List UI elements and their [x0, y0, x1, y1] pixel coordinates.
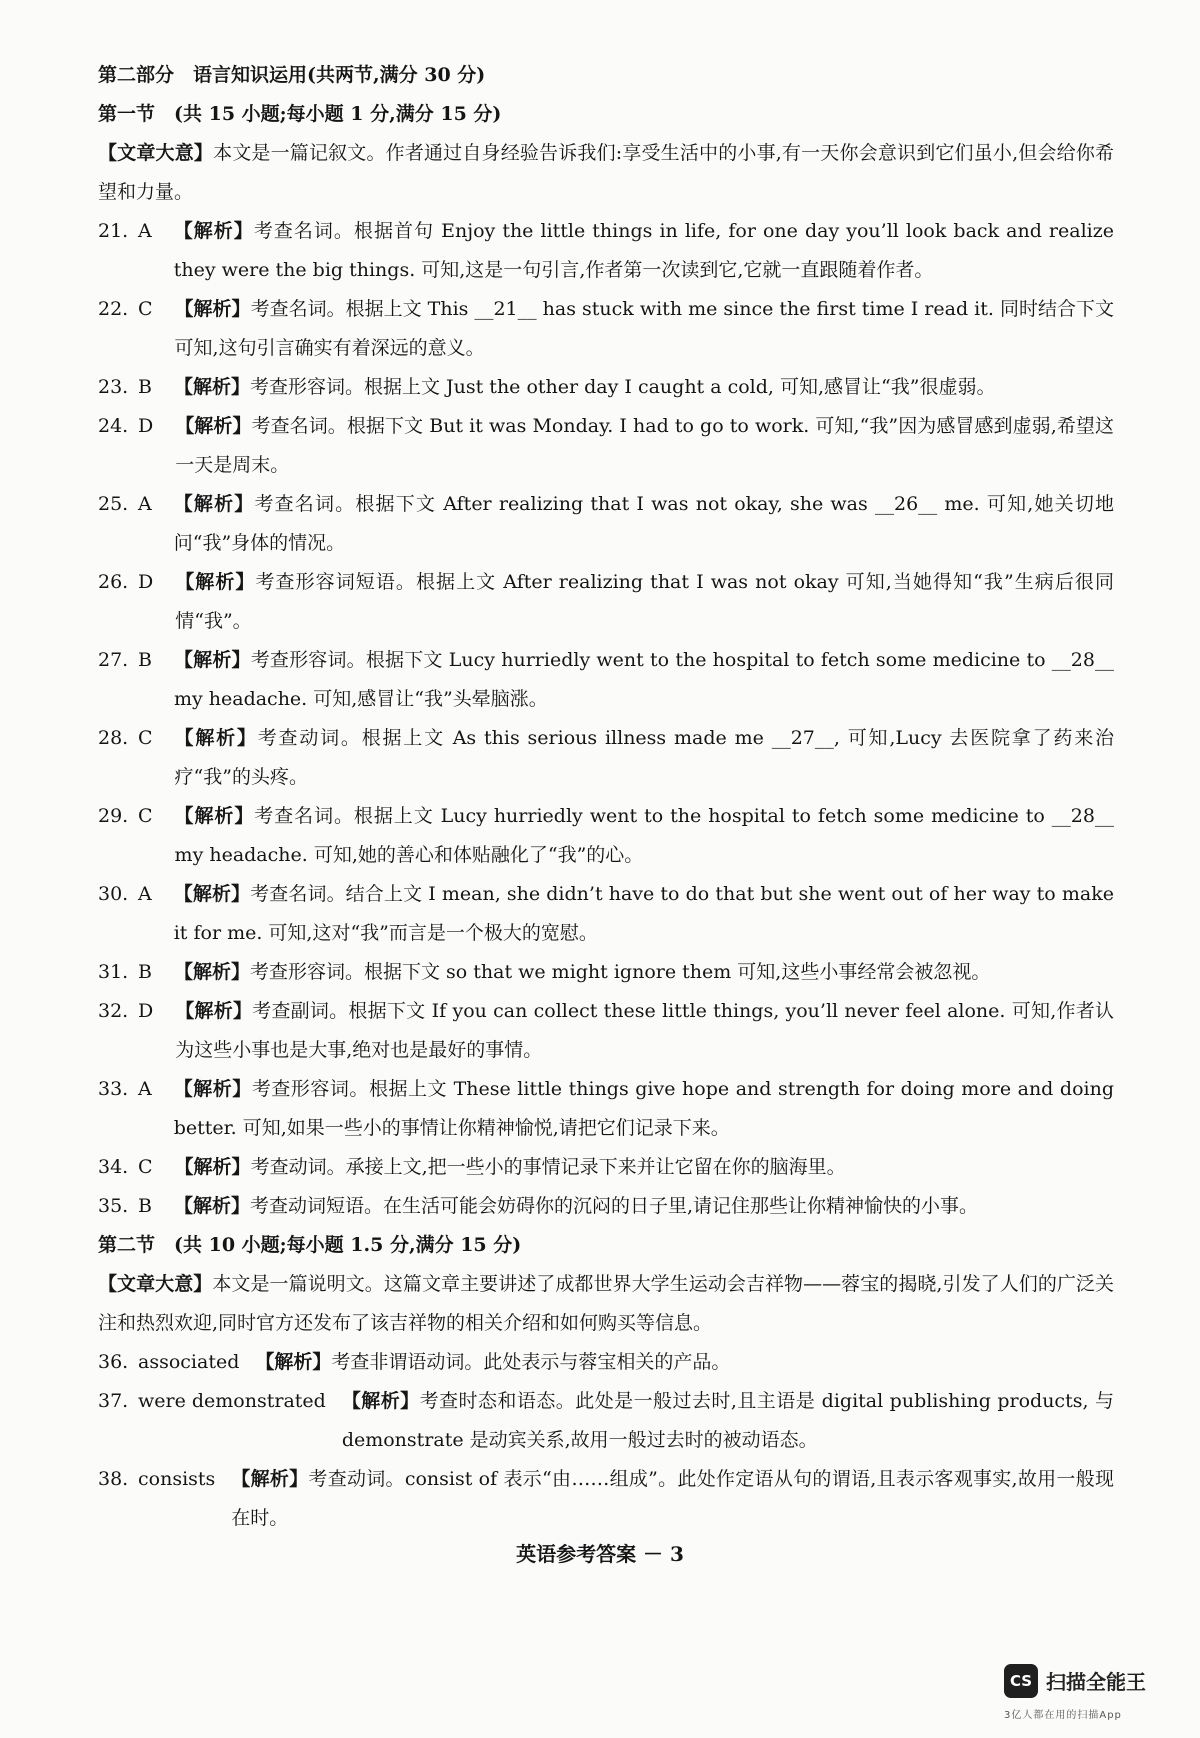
analysis-text: 考查时态和语态。此处是一般过去时,且主语是 digital publishing products, 与 demonstrate 是动宾关系,故用一般过去时的被动语态。 — [341, 1390, 1114, 1451]
item-explanation — [255, 1343, 1114, 1382]
item-number: 21. — [98, 220, 129, 242]
analysis-tag: 【解析】 — [173, 1195, 250, 1217]
analysis-tag: 【解析】 — [174, 1156, 251, 1178]
item-explanation — [174, 1187, 1114, 1226]
answer-item — [98, 1187, 1114, 1226]
item-number: 37. — [98, 1390, 129, 1412]
analysis-text: 考查动词短语。在生活可能会妨碍你的沉闷的日子里,请记住那些让你精神愉快的小事。 — [249, 1195, 979, 1217]
item-explanation — [174, 1070, 1114, 1148]
answer-item — [98, 368, 1114, 407]
item-explanation — [175, 407, 1114, 485]
analysis-text: 考查非谓语动词。此处表示与蓉宝相关的产品。 — [331, 1351, 731, 1373]
item-answer: B — [138, 649, 152, 671]
item-number: 30. — [98, 883, 129, 905]
analysis-tag: 【解析】 — [174, 298, 251, 320]
item-answer: C — [138, 298, 153, 320]
watermark-name: 扫描全能王 — [1046, 1670, 1146, 1694]
analysis-text: 考查形容词。根据下文 Lucy hurriedly went to the hospital to fetch some medicine to __28__ my headache. 可知,感冒让“我”头晕脑涨。 — [173, 649, 1114, 710]
item-answer: A — [138, 1078, 152, 1100]
analysis-text: 考查动词。consist of 表示“由……组成”。此处作定语从句的谓语,且表示客观事实,故用一般现在时。 — [231, 1468, 1114, 1529]
item-explanation — [175, 719, 1114, 797]
item-answer: D — [138, 1000, 154, 1022]
item-answer: A — [138, 493, 152, 515]
item-explanation — [342, 1382, 1114, 1460]
summary-tag: 【文章大意】 — [98, 1273, 213, 1295]
answer-item — [98, 485, 1114, 563]
analysis-text: 考查名词。结合上文 I mean, she didn’t have to do that but she went out of her way to make it for me. 可知,这对“我”而言是一个极大的宽慰。 — [173, 883, 1114, 944]
item-answer: associated — [138, 1351, 240, 1373]
answer-item — [98, 953, 1114, 992]
answer-item — [98, 1382, 1114, 1460]
item-explanation — [175, 290, 1114, 368]
analysis-tag: 【解析】 — [231, 1468, 309, 1490]
item-number: 23. — [98, 376, 129, 398]
item-answer: B — [138, 961, 152, 983]
analysis-tag: 【解析】 — [173, 376, 250, 398]
item-number: 28. — [98, 727, 129, 749]
item-number: 29. — [98, 805, 129, 827]
answer-item — [98, 1460, 1114, 1538]
item-explanation — [175, 1148, 1114, 1187]
item-explanation — [175, 797, 1114, 875]
summary-text: 本文是一篇记叙文。作者通过自身经验告诉我们:享受生活中的小事,有一天你会意识到它们虽小,但会给你希望和力量。 — [98, 142, 1114, 203]
item-answer: C — [138, 1156, 153, 1178]
item-number: 25. — [98, 493, 129, 515]
item-explanation — [231, 1460, 1114, 1538]
page-footer: 英语参考答案 － 3 — [516, 1542, 684, 1566]
analysis-tag: 【解析】 — [173, 220, 254, 242]
item-number: 32. — [98, 1000, 129, 1022]
answer-item — [98, 992, 1114, 1070]
item-answer: D — [138, 415, 154, 437]
item-explanation — [174, 641, 1114, 719]
item-number: 34. — [98, 1156, 129, 1178]
part-heading: 第二部分 语言知识运用(共两节,满分 30 分) — [98, 64, 486, 86]
answer-item — [98, 1343, 1114, 1382]
analysis-text: 考查动词。根据上文 As this serious illness made me __27__, 可知,Lucy 去医院拿了药来治疗“我”的头疼。 — [174, 727, 1114, 788]
item-number: 38. — [98, 1468, 129, 1490]
answer-item — [98, 1070, 1114, 1148]
analysis-text: 考查形容词。根据上文 These little things give hope and strength for doing more and doing better. 可知,如果一些小的事情让你精神愉悦,请把它们记录下来。 — [173, 1078, 1114, 1139]
analysis-tag: 【解析】 — [174, 727, 258, 749]
section1-items — [98, 212, 1114, 1226]
analysis-text: 考查名词。根据下文 But it was Monday. I had to go to work. 可知,“我”因为感冒感到虚弱,希望这一天是周末。 — [175, 415, 1114, 476]
answer-item — [98, 212, 1114, 290]
item-answer: C — [138, 805, 153, 827]
answer-item — [98, 797, 1114, 875]
summary-text: 本文是一篇说明文。这篇文章主要讲述了成都世界大学生运动会吉祥物——蓉宝的揭晓,引发了人们的广泛关注和热烈欢迎,同时官方还发布了该吉祥物的相关介绍和如何购买等信息。 — [98, 1273, 1114, 1334]
item-explanation — [174, 212, 1114, 290]
analysis-tag: 【解析】 — [255, 1351, 332, 1373]
item-number: 36. — [98, 1351, 129, 1373]
item-number: 31. — [98, 961, 129, 983]
item-number: 27. — [98, 649, 129, 671]
analysis-text: 考查形容词短语。根据上文 After realizing that I was not okay 可知,当她得知“我”生病后很同情“我”。 — [175, 571, 1114, 632]
analysis-tag: 【解析】 — [175, 1000, 253, 1022]
section2-summary — [98, 1265, 1114, 1343]
analysis-text: 考查形容词。根据下文 so that we might ignore them 可知,这些小事经常会被忽视。 — [249, 961, 991, 983]
analysis-tag: 【解析】 — [173, 961, 250, 983]
answer-item — [98, 875, 1114, 953]
item-explanation — [174, 953, 1114, 992]
item-number: 26. — [98, 571, 129, 593]
analysis-tag: 【解析】 — [175, 415, 252, 437]
item-answer: were demonstrated — [138, 1390, 326, 1412]
item-answer: A — [138, 220, 152, 242]
section1-heading: 第一节 (共 15 小题;每小题 1 分,满分 15 分) — [98, 103, 502, 125]
analysis-text: 考查名词。根据上文 This __21__ has stuck with me since the first time I read it. 同时结合下文可知,这句引言确实有着深远的意义。 — [174, 298, 1114, 359]
item-answer: B — [138, 376, 152, 398]
answer-item — [98, 719, 1114, 797]
section2-items — [98, 1343, 1114, 1538]
analysis-text: 考查副词。根据下文 If you can collect these little things, you’ll never feel alone. 可知,作者认为这些小事也是大事,绝对也是最好的事情。 — [175, 1000, 1114, 1061]
analysis-tag: 【解析】 — [341, 1390, 420, 1412]
item-explanation — [175, 563, 1114, 641]
analysis-tag: 【解析】 — [173, 649, 251, 671]
analysis-tag: 【解析】 — [173, 1078, 252, 1100]
item-number: 33. — [98, 1078, 129, 1100]
item-answer: D — [138, 571, 154, 593]
item-answer: consists — [138, 1468, 216, 1490]
analysis-text: 考查形容词。根据上文 Just the other day I caught a cold, 可知,感冒让“我”很虚弱。 — [249, 376, 996, 398]
analysis-tag: 【解析】 — [173, 883, 251, 905]
summary-tag: 【文章大意】 — [98, 142, 214, 164]
analysis-text: 考查名词。根据上文 Lucy hurriedly went to the hospital to fetch some medicine to __28__ my headache. 可知,她的善心和体贴融化了“我”的心。 — [174, 805, 1114, 866]
item-number: 24. — [98, 415, 129, 437]
camscanner-logo-icon: CS — [1004, 1664, 1038, 1698]
item-answer: A — [138, 883, 152, 905]
analysis-tag: 【解析】 — [173, 493, 255, 515]
analysis-text: 考查动词。承接上文,把一些小的事情记录下来并让它留在你的脑海里。 — [250, 1156, 846, 1178]
item-answer: B — [138, 1195, 152, 1217]
watermark-tagline: 3亿人都在用的扫描App — [1004, 1710, 1122, 1721]
section2-heading: 第二节 (共 10 小题;每小题 1.5 分,满分 15 分) — [98, 1234, 522, 1256]
item-number: 35. — [98, 1195, 129, 1217]
section1-summary — [98, 134, 1114, 212]
item-explanation — [175, 992, 1114, 1070]
analysis-text: 考查名词。根据首句 Enjoy the little things in life, for one day you’ll look back and realize they were the big things. 可知,这是一句引言,作者第一次读到它,它就一直跟随着作者。 — [173, 220, 1114, 281]
answer-item — [98, 407, 1114, 485]
scanner-watermark — [1004, 1664, 1164, 1722]
item-number: 22. — [98, 298, 129, 320]
answer-item — [98, 641, 1114, 719]
item-explanation — [174, 368, 1114, 407]
answer-item — [98, 1148, 1114, 1187]
answer-item — [98, 563, 1114, 641]
answer-item — [98, 290, 1114, 368]
item-answer: C — [138, 727, 153, 749]
analysis-tag: 【解析】 — [175, 571, 256, 593]
item-explanation — [174, 485, 1114, 563]
analysis-text: 考查名词。根据下文 After realizing that I was not okay, she was __26__ me. 可知,她关切地问“我”身体的情况。 — [173, 493, 1114, 554]
item-explanation — [174, 875, 1114, 953]
analysis-tag: 【解析】 — [174, 805, 255, 827]
